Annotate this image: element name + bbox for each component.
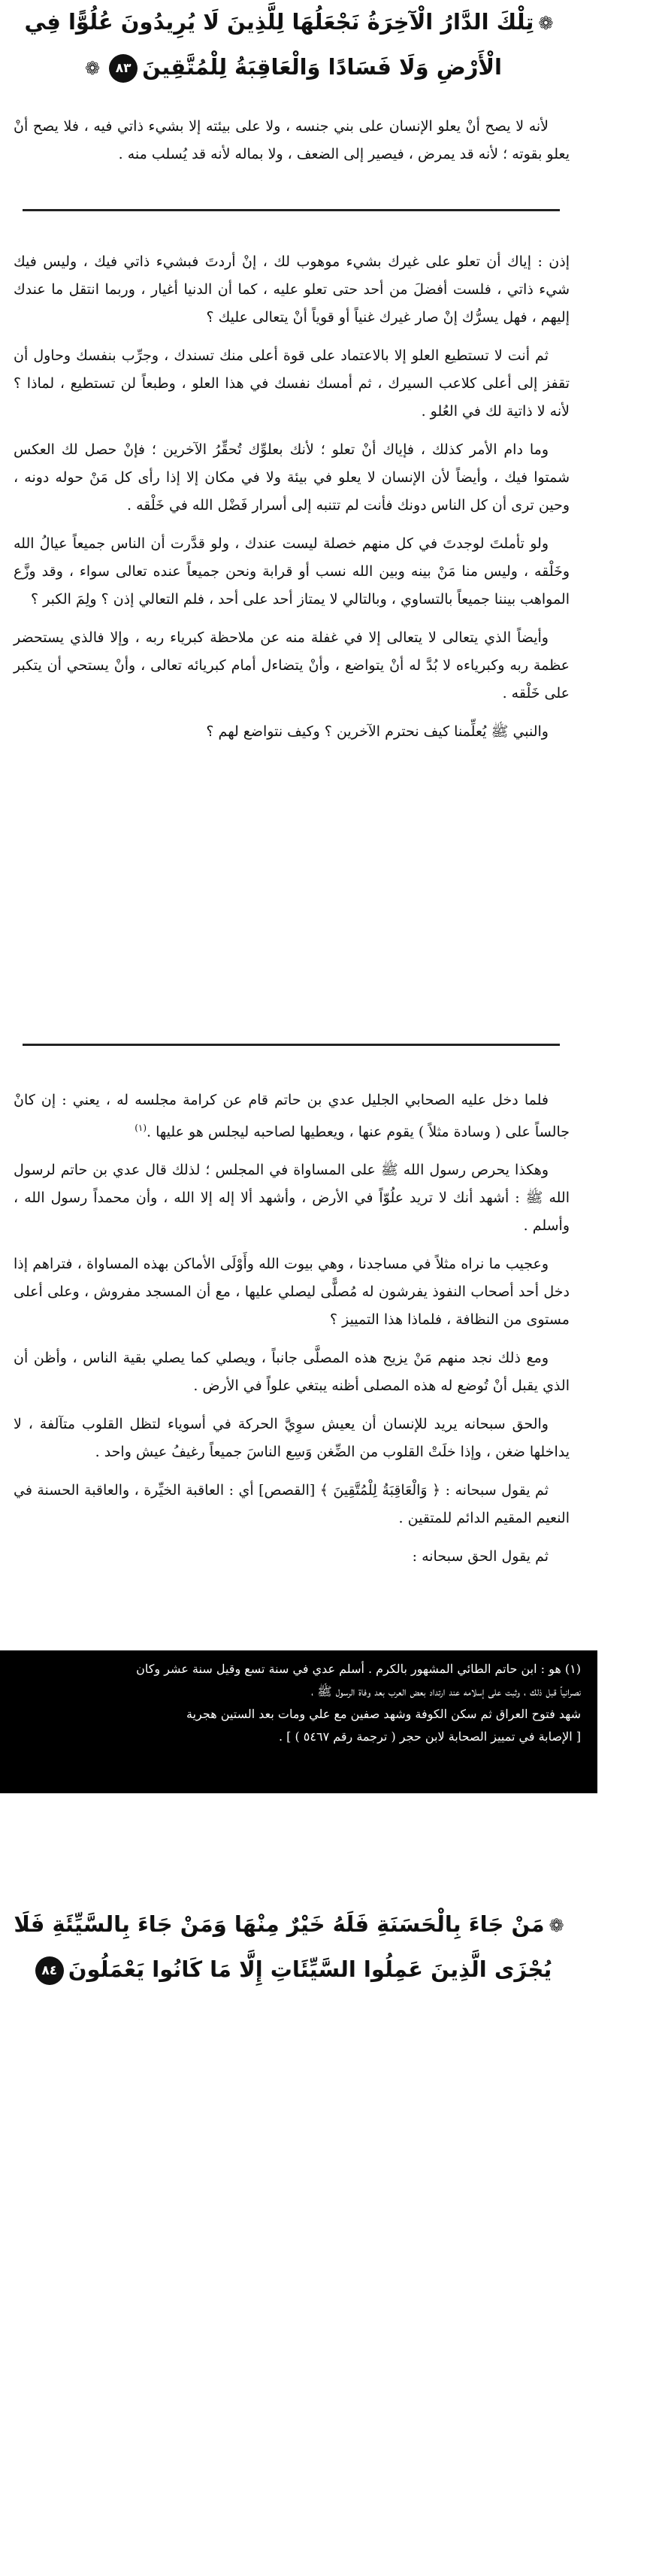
paragraph-text: فلما دخل عليه الصحابي الجليل عدي بن حاتم قام عن كرامة مجلسه له ، يعني : إن كانْ جالساً على ( وسادة مثلاً ) يقوم عنها ، ويعطيها لصاحبه ليجلس هو عليها .	[14, 1092, 570, 1141]
footnote-line: شهد فتوح العراق ثم سكن الكوفة وشهد صفين مع علي ومات بعد الستين هجرية	[186, 1707, 581, 1721]
footnote-line: (١) هو : ابن حاتم الطائي المشهور بالكرم . أسلم عدي في سنة تسع وقيل سنة عشر وكان	[136, 1662, 581, 1676]
paragraph: لأنه لا يصح أنْ يعلو الإنسان على بني جنسه ، ولا على بيئته إلا بشيء ذاتي فيه ، فلا يصح أنْ يعلو بقوته ؛ لأنه قد يمرض ، فيصير إلى الضعف ، ولا بماله لأنه قد يُسلب منه .	[14, 118, 570, 162]
verse-text: تِلْكَ الدَّارُ الْآخِرَةُ نَجْعَلُهَا لِلَّذِينَ لَا يُرِيدُونَ عُلُوًّا فِي	[24, 9, 534, 35]
verse-line	[11, 1902, 571, 1947]
divider	[23, 209, 560, 211]
verse-line	[11, 1947, 571, 1991]
paragraph: ثم يقول الحق سبحانه :	[412, 1548, 549, 1565]
ayah-number-badge: ٨٣	[109, 54, 138, 83]
text-block-2	[14, 248, 570, 756]
verse-line	[11, 0, 571, 45]
paragraph	[14, 1086, 570, 1146]
verse-text: مَنْ جَاءَ بِالْحَسَنَةِ فَلَهُ خَيْرٌ مِنْهَا وَمَنْ جَاءَ بِالسَّيِّئَةِ فَلَا	[14, 1911, 545, 1937]
verse-text: الْأَرْضِ وَلَا فَسَادًا وَالْعَاقِبَةُ لِلْمُتَّقِينَ	[142, 54, 502, 80]
verse-header-top	[11, 0, 571, 90]
paragraph: ومع ذلك نجد منهم مَنْ يزيح هذه المصلَّى جانباً ، ويصلي كما يصلي بقية الناس ، وأظن أن الذي يقبل أنْ تُوضع له هذه المصلى أظنه يبتغي علواً في الأرض .	[14, 1350, 570, 1395]
paragraph: إذن : إياك أن تعلو على غيرك بشيء موهوب لك ، إنْ أردتَ فبشيء ذاتي فيك ، وليس فيك شيء ذاتي ، فلست أفضلَ من أحد حتى تعلو عليه ، كما أن الدنيا أغيار ، وربما انتقل ما عندك إليهم ، فهل يسرُّك إنْ صار غيرك غنياً أو قوياً أنْ يتعالى عليك ؟	[14, 253, 570, 326]
paragraph: ثم أنت لا تستطيع العلو إلا بالاعتماد على قوة أعلى منك تسندك ، وجرِّب بنفسك وحاول أن تقفز إلى أعلى كلاعب السيرك ، ثم أمسك نفسك في هذا العلو ، وطبعاً لن تستطيع ، لماذا ؟ لأنه لا ذاتية لك في العُلو .	[14, 347, 570, 420]
paragraph: وما دام الأمر كذلك ، فإياك أنْ تعلو ؛ لأنك بعلوِّك تُحقِّرُ الآخرين ؛ فإنْ حصل لك العكس شمتوا فيك ، وأيضاً لأن الإنسان لا يعلو في بيئة ولا في مكان إلا إذا رأى كل مَنْ حوله دونه ، وحين ترى أن كل الناس دونك فأنت لم تتنبه إلى أسرار فَضْل الله في خَلْقه .	[14, 441, 570, 514]
paragraph: وعجيب ما نراه مثلاً في مساجدنا ، وهي بيوت الله وأَوْلَى الأماكن بهذه المساواة ، فتراهم إذا دخل أحد أصحاب النفوذ يفرشون له مُصلًّى ليصلي عليها ، مع أن المسجد مفروش ، وعلى أعلى مستوى من النظافة ، فلماذا هذا التمييز ؟	[14, 1256, 570, 1329]
ornament-icon: ❁	[538, 13, 554, 34]
paragraph: والنبي ﷺ يُعلِّمنا كيف نحترم الآخرين ؟ وكيف نتواضع لهم ؟	[206, 723, 549, 740]
footnote-line: نصرانياً قبل ذلك ، وثبت على إسلامه عند ارتداد بعض العرب بعد وفاة الرسول ﷺ ،	[311, 1684, 581, 1699]
verse-header-bottom	[11, 1902, 571, 1991]
paragraph: وأيضاً الذي يتعالى لا يتعالى إلا في غفلة منه عن ملاحظة كبرياء ربه ، وإلا فالذي يستحضر عظمة ربه وكبرياءه لا بُدَّ له أنْ يتواضع ، وأنْ يتضاءل أمام كبريائه تعالى ، وأنْ يستحي أن يتكبر على خَلْقه .	[14, 629, 570, 702]
footnote-marker: (١)	[135, 1123, 147, 1133]
ornament-icon: ❁	[85, 58, 101, 79]
text-block-1	[14, 113, 570, 179]
divider	[23, 1044, 560, 1046]
paragraph: وهكذا يحرص رسول الله ﷺ على المساواة في المجلس ؛ لذلك قال عدي بن حاتم لرسول الله ﷺ : أشهد أنك لا تريد علُوّاً في الأرض ، وأشهد ألا إله إلا الله ، وأن محمداً رسول الله ، وأسلم .	[14, 1162, 570, 1235]
verse-line	[11, 45, 571, 90]
ornament-icon: ❁	[549, 1915, 564, 1936]
ayah-number-badge: ٨٤	[35, 1956, 64, 1985]
paragraph: ثم يقول سبحانه : ﴿ وَالْعَاقِبَةُ لِلْمُتَّقِينَ ﴾ [القصص] أي : العاقبة الخيِّرة ، والعاقبة الحسنة في النعيم المقيم الدائم للمتقين .	[14, 1482, 570, 1527]
footnote-line: [ الإصابة في تمييز الصحابة لابن حجر ( ترجمة رقم ٥٤٦٧ ) ] .	[278, 1729, 581, 1744]
paragraph: ولو تأملتَ لوجدتَ في كل منهم خصلة ليست عندك ، ولو قدَّرت أن الناس جميعاً عيالُ الله وخَلْقه ، وليس منا مَنْ بينه وبين الله نسب أو قرابة ونحن جميعاً عنده تعالى سواء ، وقد وزَّع المواهب بيننا جميعاً بالتساوي ، وبالتالي لا يمتاز أحد على أحد ، فلم التعالي إذن ؟ ولِمَ الكبر ؟	[14, 535, 570, 608]
footnote-box	[0, 1650, 597, 1793]
verse-text: يُجْزَى الَّذِينَ عَمِلُوا السَّيِّئَاتِ إِلَّا مَا كَانُوا يَعْمَلُونَ	[68, 1956, 552, 1982]
paragraph: والحق سبحانه يريد للإنسان أن يعيش سوِيَّ الحركة في أسوياء لتظل القلوب متآلفة ، لا يداخلها ضغن ، وإذا خلَتْ القلوب من الضِّغن وَسِع الناسَ جميعاً رغيفُ عيش واحد .	[14, 1416, 570, 1461]
text-block-3	[14, 1086, 570, 1581]
